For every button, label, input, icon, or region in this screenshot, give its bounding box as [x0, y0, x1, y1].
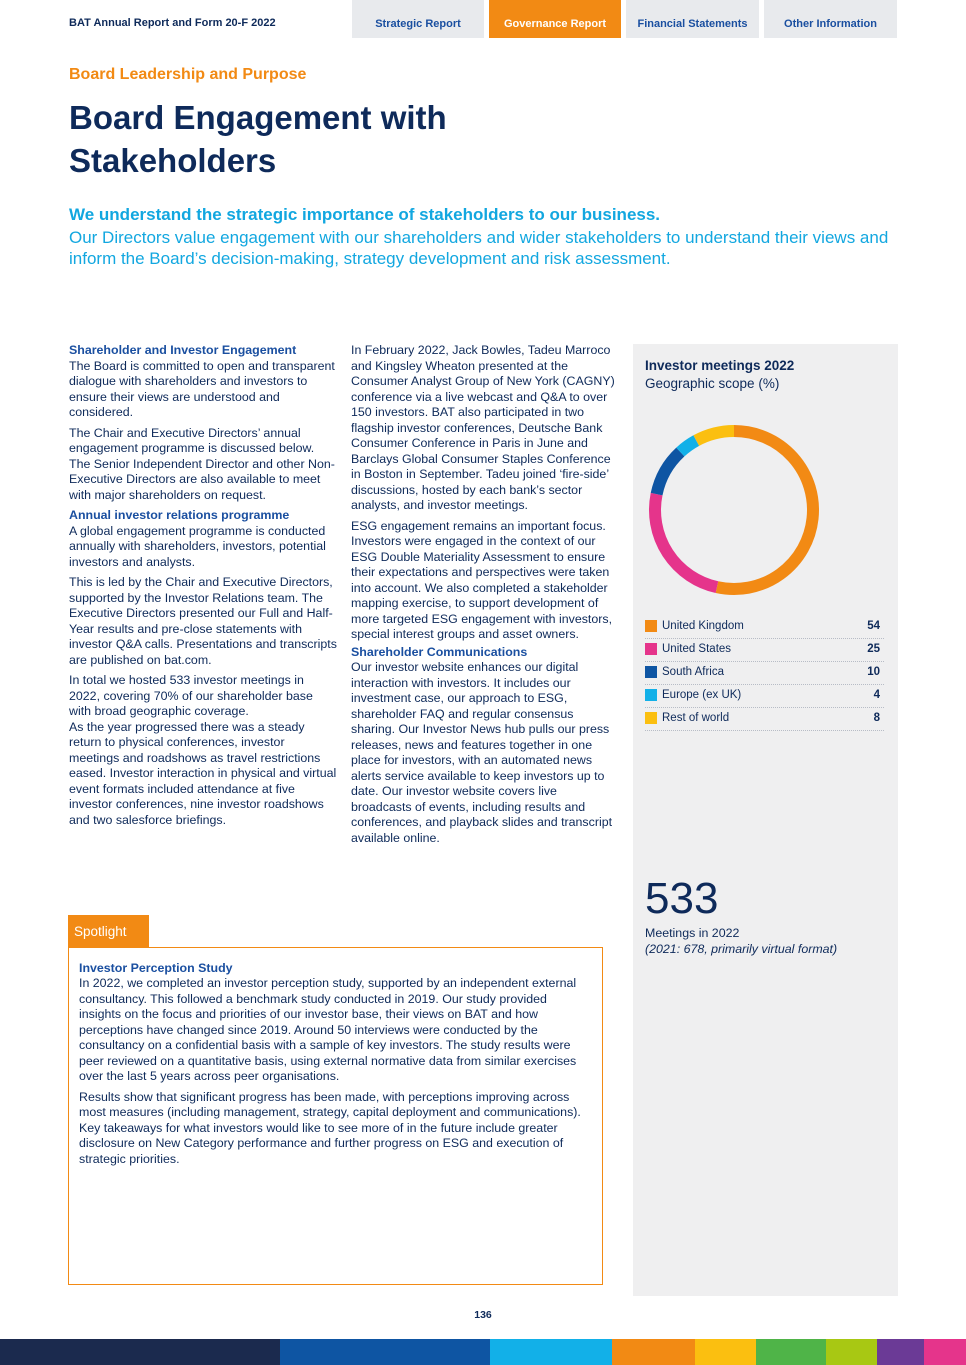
- paragraph: A global engagement programme is conducted annually with shareholders, investors, potential investors and analysts.: [69, 523, 326, 569]
- report-title: BAT Annual Report and Form 20-F 2022: [69, 17, 276, 29]
- meetings-caption: Meetings in 2022: [645, 926, 740, 940]
- tab-other-information[interactable]: Other Information: [764, 0, 897, 38]
- paragraph: As the year progressed there was a steady return to physical conferences, investor meetings and roadshows as travel restrictions eased. Investor interaction in physical and virtual event formats included attendance at five investor conferences, nine investor roadshows and two salesforce briefings.: [69, 719, 337, 827]
- paragraph: The Board is committed to open and transparent dialogue with shareholders and investors to ensure their views are understood and considered.: [69, 358, 335, 419]
- page-number: 136: [474, 1309, 492, 1321]
- chart-subtitle: Geographic scope (%): [645, 376, 780, 391]
- paragraph: Results show that significant progress has been made, with perceptions improving across most measures (including management, strategy, capital deployment and communications). Key takeaways for what investors would like to see more of in the future include greater disclosure on New Category performance and further progress on ESG and execution of strategic priorities.: [79, 1089, 581, 1166]
- legend-swatch: [645, 620, 657, 632]
- tab-strategic-report[interactable]: Strategic Report: [352, 0, 484, 38]
- spotlight-tab: Spotlight: [68, 915, 149, 947]
- donut-chart: [633, 344, 898, 604]
- chart-legend: [645, 616, 884, 731]
- legend-value: 25: [867, 643, 880, 655]
- legend-item-united-kingdom: [645, 616, 884, 639]
- spotlight-box: [68, 947, 603, 1285]
- slice-united-states: [655, 494, 717, 587]
- heading-annual-ir-programme: Annual investor relations programme: [69, 508, 290, 522]
- paragraph: Our investor website enhances our digital interaction with investors. It includes our investment case, our approach to ESG, shareholder FAQ and regular consensus sharing. Our Investor News hub pulls our press releases, news and features together in one place for investors, with an automated news alerts service available to keep investors up to date. Our investor website covers live broadcasts of events, including results and conferences, and playback slides and transcript available online.: [351, 660, 613, 845]
- section-label: Board Leadership and Purpose: [69, 66, 307, 83]
- top-navigation: [0, 0, 966, 38]
- stripe-segment: [612, 1339, 695, 1365]
- legend-label: United Kingdom: [662, 620, 744, 632]
- legend-item-rest-of-world: [645, 708, 884, 731]
- paragraph: The Chair and Executive Directors’ annual engagement programme is discussed below. The Senior Independent Director and other Non-Executive Directors are also available to meet with major shareholders on request.: [69, 425, 335, 502]
- legend-swatch: [645, 666, 657, 678]
- spotlight-title: Investor Perception Study: [79, 961, 233, 975]
- tab-financial-statements[interactable]: Financial Statements: [626, 0, 759, 38]
- stripe-segment: [695, 1339, 756, 1365]
- stripe-segment: [924, 1339, 966, 1365]
- stripe-segment: [0, 1339, 280, 1365]
- investor-meetings-panel: [633, 344, 898, 1296]
- stripe-segment: [490, 1339, 612, 1365]
- page-title: Board Engagement with Stakeholders: [69, 99, 447, 179]
- legend-label: Rest of world: [662, 712, 730, 724]
- legend-swatch: [645, 712, 657, 724]
- column-middle: [351, 343, 619, 851]
- lead-text: Our Directors value engagement with our shareholders and wider stakeholders to understand their views and inform the Board’s decision-making, strategy development and risk assessment.: [69, 228, 889, 268]
- paragraph: This is led by the Chair and Executive Directors, supported by the Investor Relations team. The Executive Directors presented our Full and Half-Year results and pre-close statements with investor Q&A calls. Presentations and transcripts are published on bat.com.: [69, 575, 337, 667]
- stripe-segment: [877, 1339, 924, 1365]
- heading-shareholder-engagement: Shareholder and Investor Engagement: [69, 343, 297, 357]
- slice-south-africa: [657, 452, 681, 494]
- column-left: [69, 343, 337, 833]
- paragraph: In total we hosted 533 investor meetings in 2022, covering 70% of our shareholder base with broad geographic coverage.: [69, 673, 313, 718]
- meetings-note: (2021: 678, primarily virtual format): [645, 942, 838, 956]
- stripe-segment: [280, 1339, 490, 1365]
- legend-value: 10: [867, 666, 880, 678]
- chart-title: Investor meetings 2022: [645, 358, 795, 373]
- legend-value: 4: [873, 689, 880, 701]
- legend-swatch: [645, 643, 657, 655]
- heading-shareholder-communications: Shareholder Communications: [351, 644, 528, 659]
- paragraph: In 2022, we completed an investor perception study, supported by an independent external consultancy. This followed a benchmark study conducted in 2019. Our study provided insights on the focus and priorities of our investor base, their views on BAT and how perceptions have changed since 2019. Around 50 interviews were conducted by the consultancy on a confidential basis with a sample of key investors. The study results were peer reviewed on a quantitative basis, using external normative data from similar exercises over the last 5 years across peer organisations.: [79, 976, 577, 1083]
- legend-label: South Africa: [662, 666, 725, 678]
- legend-item-south-africa: [645, 662, 884, 685]
- slice-rest-of-world: [696, 431, 734, 441]
- paragraph: In February 2022, Jack Bowles, Tadeu Marroco and Kingsley Wheaton presented at the Consumer Analyst Group of New York (CAGNY) conference via a live webcast and Q&A to over 150 investors. BAT also participated in two flagship investor conferences, Deutsche Bank Consumer Conference in Paris in June and Barclays Global Consumer Staples Conference in Boston in September. Tadeu joined ‘fire-side’ discussions, hosted by each bank’s sector analysts, and investor meetings.: [351, 343, 615, 512]
- meetings-count: 533: [645, 874, 719, 923]
- legend-label: Europe (ex UK): [662, 689, 742, 701]
- stripe-segment: [756, 1339, 826, 1365]
- stripe-segment: [826, 1339, 877, 1365]
- legend-value: 8: [873, 712, 880, 724]
- slice-united-kingdom: [717, 431, 813, 589]
- legend-label: United States: [662, 643, 732, 655]
- paragraph: ESG engagement remains an important focus. Investors were engaged in the context of our ESG Double Materiality Assessment to ensure their expectations and perspectives were taken into account. We also completed a stakeholder mapping exercise, to support development of more targeted ESG engagement with investors, special interest groups and asset owners.: [351, 518, 613, 641]
- legend-item-europe-ex-uk: [645, 685, 884, 708]
- legend-item-united-states: [645, 639, 884, 662]
- lead-heading: We understand the strategic importance of stakeholders to our business.: [69, 205, 661, 224]
- legend-value: 54: [867, 620, 880, 632]
- tab-governance-report[interactable]: Governance Report: [489, 0, 621, 38]
- legend-swatch: [645, 689, 657, 701]
- slice-europe-ex-uk: [680, 441, 696, 452]
